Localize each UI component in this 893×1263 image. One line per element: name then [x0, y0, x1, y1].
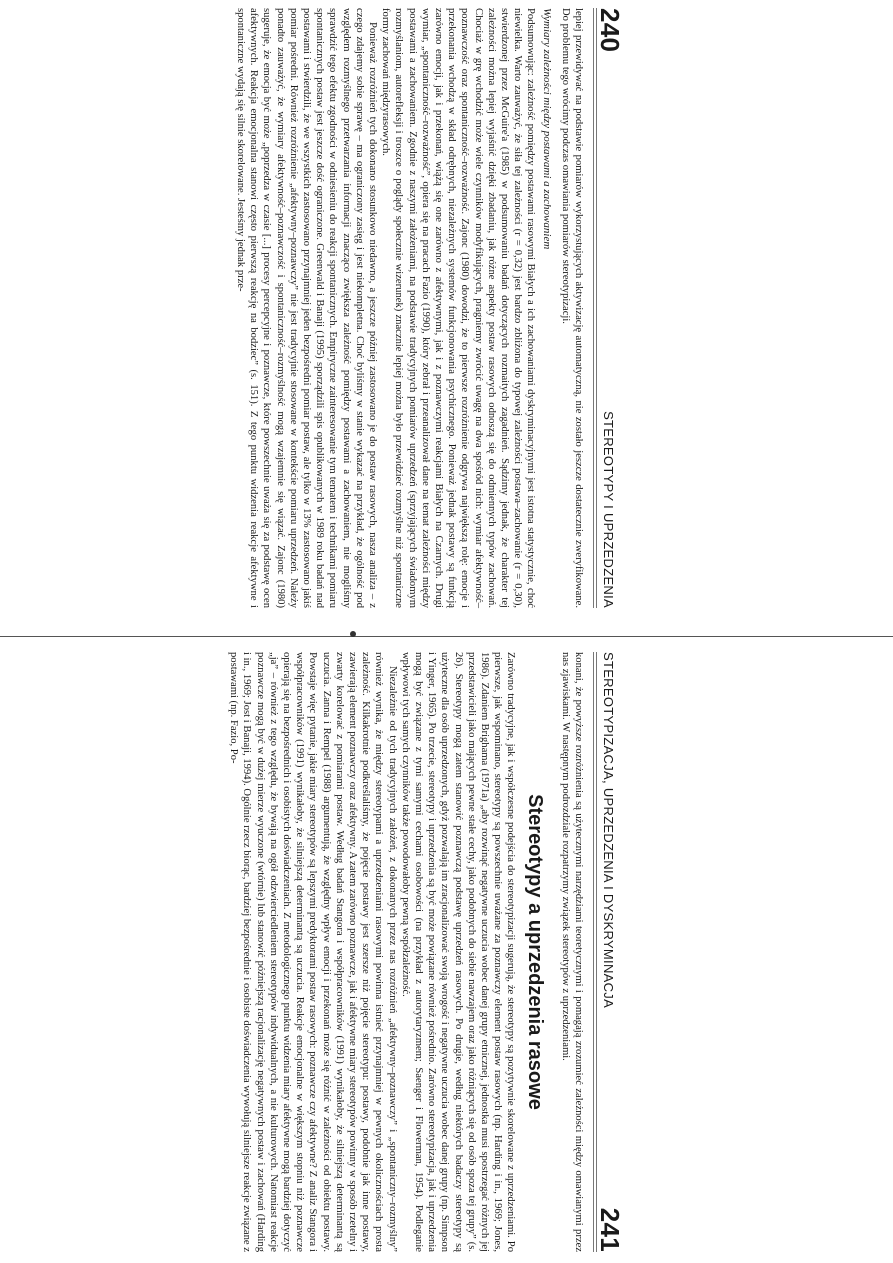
page-number: 241 — [594, 1207, 625, 1252]
page-241 — [227, 652, 627, 1252]
body-text — [233, 8, 584, 608]
paragraph: Zarówno tradycyjne, jak i współczesne podejścia do stereotypizacji sugerują, że stereotypy są pozytywnie skorelowane z uprzedzeniami. Po pierwsze, jak wspominano, stereotypy są powszechnie uważane za poznawczy element postaw rasowych (np. Harding i in., 1969; Jones, 1986). Zdaniem Brighama (1971a) „aby rozwinąć negatywne uczucia wobec danej grupy etnicznej, jednostka musi spostrzegać różnych jej przedstawicieli jako mających pewne stałe cechy, jako podobnych do siebie nawzajem oraz jako różniących się od osób spoza tej grupy” (s. 26). Stereotypy mogą zatem stanowić poznawczą podstawę uprzedzeń rasowych. Po drugie, według niektórych badaczy stereotypy są użyteczne dla osób uprzedzonych, gdyż pozwalają im zracjonalizować swoją wrogość i negatywne uczucia wobec danej grupy (np. Simpson i Yinger, 1965). Po trzecie, stereotypy i uprzedzenia są być może powiązane również pośrednio. Zarówno stereotypizacja, jak i uprzedzenia mogą być związane z tymi samymi cechami osobowości (na przykład z autorytaryzmem; Saenger i Flowerman, 1954). Podleganie wpływowi tych samych czynników także powodowałoby pewną współzależność. — [399, 652, 516, 1252]
running-head-title: STEREOTYPIZACJA, UPRZEDZENIA I DYSKRYMINACJA — [600, 652, 616, 1009]
paragraph: Ponieważ rozróżnień tych dokonano stosunkowo niedawno, a jeszcze później zastosowano je do postaw rasowych, nasza analiza – z czego zdajemy sobie sprawę – ma ograniczony zasięg i jest niekompletna. Choć byliśmy w stanie wykazać na przykład, że ogólność pod względem rozmyślnego przetwarzania informacji znacząco zwiększa zależność pomiędzy postawami a zachowaniem, nie mogliśmy sprawdzić tego efektu zgodności w odniesieniu do reakcji spontanicznych. Empiryczne zainteresowanie tym tematem i technikami pomiaru spontanicznych postaw jest jeszcze dość ograniczone. Greenwald i Banaji (1995) sporządzili spis opublikowanych w 1989 roku badań nad postawami i stwierdzili, że we wszystkich zastosowano przynajmniej jeden bezpośredni pomiar postaw, ale tylko w 13% zastosowano jakiś pomiar pośredni. Również rozróżnienie „afektywny–poznawczy” nie jest tradycyjnie stosowane w kontekście pomiaru uprzedzeń. Należy ponadto zauważyć, że wymiary afektywność–poznawczość i spontaniczność–rozmyślność mogą wzajemnie się wiązać. Zajonc (1980) sugeruje, że emocja być może „poprzedza w czasie [...] procesy percepcyjne i poznawcze, które powszechnie uważa się za podstawę ocen afektywnych. Reakcja emocjonalna stanowi często pierwszą reakcję na bodziec” (s. 151). Z tego punktu widzenia reakcje afektywne i spontaniczne wydają się silnie skorelowane. Jesteśmy jednak prze- — [234, 8, 378, 608]
paragraph: Niezależnie od tych tradycyjnych założeń, z dokonanych przez nas rozróżnień „afektywny–poznawczy” i „spontaniczny–rozmyślny” również wynika, że między stereotypami a uprzedzeniami rasowymi powinna istnieć przynajmniej w pewnych okolicznościach prosta zależność. Kilkakrotnie podkreślaliśmy, że pojęcie postawy jest szersze niż pojęcie stereotypu: postawy, podobnie jak inne postawy, zawierają element poznawczy oraz afektywny. A zatem zarówno poznawcze, jak i afektywne miary stereotypów powinny w sposób rzetelny i zwarty korelować z pomiarami postaw. Według badań Stangora i współpracowników (1991) wynikałoby, że silniejszą determinantą są uczucia. Zanna i Rempel (1988) argumentują, że względny wpływ emocji i przekonań może się różnić w zależności od obiektu postawy. Powstaje więc pytanie, jakie miary stereotypów są lepszymi predyktorami postaw rasowych: poznawcze czy afektywne? Z analiz Stangora i współpracowników (1991) wynikałoby, że silniejszą determinantą są uczucia. Reakcje emocjonalne w większym stopniu niż poznawcze opierają się na bezpośrednich i osobistych doświadczeniach. Z metodologicznego punktu widzenia miary afektywne mogą bardziej dotyczyć „ja” – również z tego względu, że bywają na ogół odzwierciedleniem stereotypów indywidualnych, a nie kulturowych. Natomiast reakcje poznawcze mogą być w dużej mierze wyuczone (wtórnie) lub stanowić późniejszą racjonalizację negatywnych postaw i zachowań (Harding i in., 1969; Jost i Banaji, 1994). Ogólnie rzecz biorąc, bardziej bezpośrednie i osobiste doświadczenia wywołują silniejsze reakcje związane z postawami (np. Fazio, Po- — [227, 652, 398, 1252]
running-header — [593, 652, 627, 1252]
running-header — [593, 8, 627, 608]
section-heading: Wymiary zależności między postawami a zachowaniem — [540, 8, 553, 250]
page-divider — [0, 636, 893, 637]
page-number: 240 — [594, 8, 625, 53]
chapter-heading: Stereotypy a uprzedzenia rasowe — [523, 794, 546, 1110]
intro-paragraph: lepiej przewidywać na podstawie pomiarów wykorzystujących aktywizację automatyczną, nie zostało jeszcze dostatecznie zweryfikowane. Do problemu tego wrócimy podczas omawiania pomiarów stereotypizacji. — [559, 8, 584, 608]
paragraph: Podsumowując: zależność pomiędzy postawami rasowymi Białych a ich zachowaniami dyskryminacyjnymi jest istotna statystycznie, choć niewielka. Warto zauważyć, że siła tej zależności (r = 0,32) jest bardzo zbliżona do typowej zależności postawa–zachowanie (r = 0,30), stwierdzonej przez McGuire'a (1985) w podsumowaniu badań dotyczących rozmaitych zagadnień. Sądzimy jednak, że charakter tej zależności można lepiej wyjaśnić dzięki zbadaniu, jak różne aspekty postaw rasowych odnoszą się do odmiennych typów zachowań. Chociaż w grę wchodzić może wiele czynników modyfikujących, pragniemy zwrócić uwagę na dwa spośród nich: wymiar afektywność–poznawczość oraz spontaniczność–rozważność. Zajonc (1980) dowodzi, że to pierwsze rozróżnienie odgrywa największą rolę: emocje i przekonania wchodzą w skład odrębnych, niezależnych systemów funkcjonowania psychicznego. Ponieważ jednak postawy są funkcją zarówno emocji, jak i przekonań, wiążą się one zarówno z afektywnymi, jak i z poznawczymi reakcjami Białych na Czarnych. Drugi wymiar, „spontaniczność–rozważność”, opiera się na pracach Fazio (1990), który zebrał i przeanalizował dane na temat zależności między postawami a zachowaniem. Zgodnie z naszymi założeniami, na podstawie tradycyjnych pomiarów uprzedzeń (sprzyjających świadomym rozmyślaniom, autorefleksji i troszce o poglądy społecznie wizerunek) znacznie lepiej można było przewidzieć rozmyślne niż spontaniczne formy zachowań międzyrasowych. — [379, 8, 536, 608]
body-text — [226, 652, 584, 1252]
page-240 — [234, 8, 627, 608]
divider-mark — [350, 631, 356, 637]
intro-paragraph: konani, że powyższe rozróżnienia są użytecznymi narzędziami teoretycznymi i pomagają zrozumieć zależności między omawianymi przez nas zjawiskami. W następnym podrozdziale rozpatrzymy związek stereotypów z uprzedzeniami. — [559, 652, 584, 1252]
running-head-title: STEREOTYPY I UPRZEDZENIA — [600, 411, 616, 608]
